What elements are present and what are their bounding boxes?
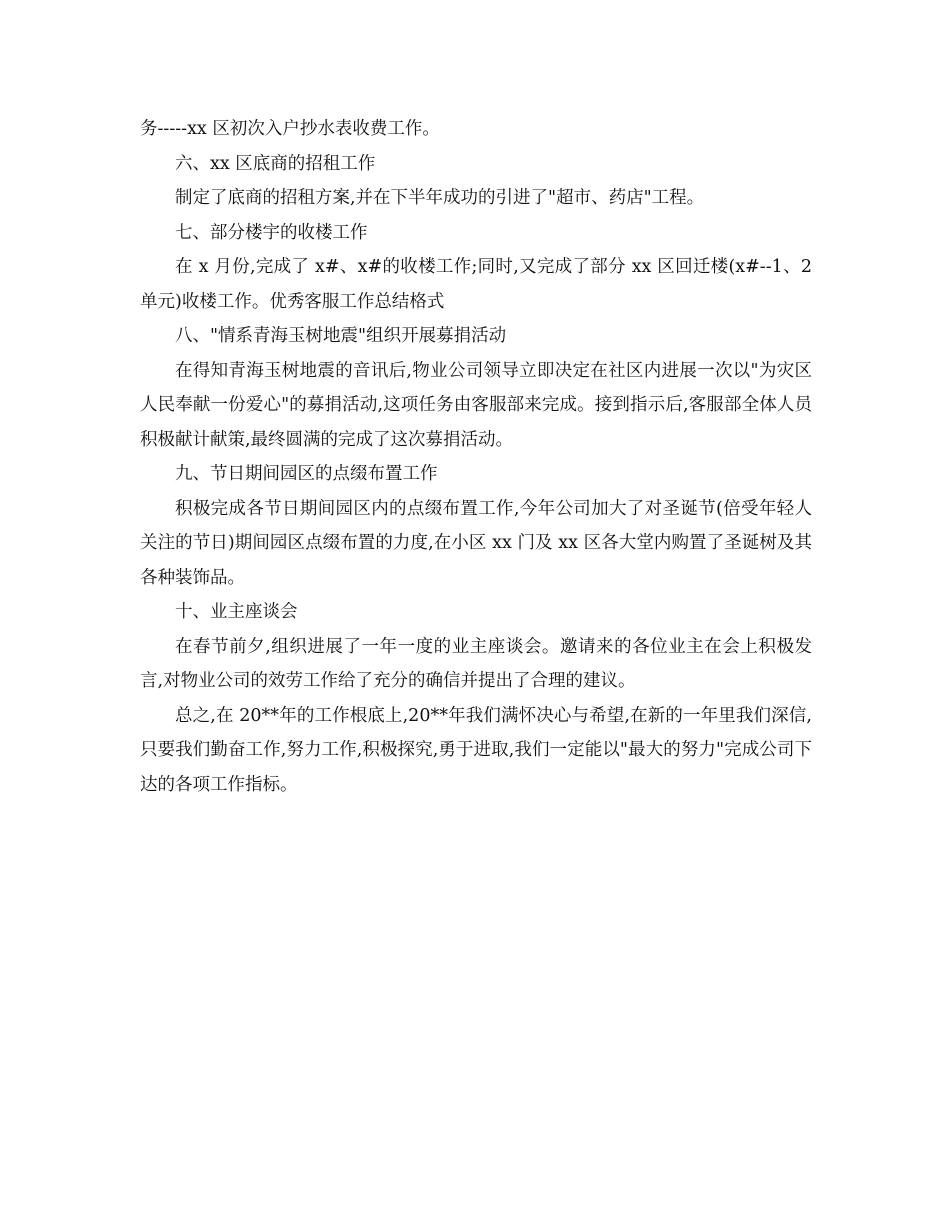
section-heading-9: 九、节日期间园区的点缀布置工作 (175, 464, 438, 484)
paragraph-conclusion: 总之,在 20**年的工作根底上,20**年我们满怀决心与希望,在新的一年里我们深信,只要我们勤奋工作,努力工作,积极探究,勇于进取,我们一定能以"最大的努力"完成公司下达的各项工作指标。 (140, 705, 812, 795)
paragraph-decoration: 积极完成各节日期间园区内的点缀布置工作,今年公司加大了对圣诞节(倍受年轻人关注的节日)期间园区点缀布置的力度,在小区 xx 门及 xx 区各大堂内购置了圣诞树及其各种装饰品。 (140, 498, 812, 588)
paragraph-donation: 在得知青海玉树地震的音讯后,物业公司领导立即决定在社区内进展一次以"为灾区人民奉献一份爱心"的募捐活动,这项任务由客服部来完成。接到指示后,客服部全体人员积极献计献策,最终圆满的完成了这次募捐活动。 (140, 360, 812, 450)
document-body (140, 112, 812, 802)
section-heading-8: 八、"情系青海玉树地震"组织开展募捐活动 (175, 326, 507, 346)
section-heading-10: 十、业主座谈会 (175, 602, 298, 622)
paragraph-leasing: 制定了底商的招租方案,并在下半年成功的引进了"超市、药店"工程。 (175, 188, 705, 208)
paragraph-owners-meeting: 在春节前夕,组织进展了一年一度的业主座谈会。邀请来的各位业主在会上积极发言,对物业公司的效劳工作给了充分的确信并提出了合理的建议。 (140, 636, 812, 691)
paragraph-handover: 在 x 月份,完成了 x#、x#的收楼工作;同时,又完成了部分 xx 区回迁楼(x#--1、2 单元)收楼工作。优秀客服工作总结格式 (140, 257, 812, 312)
section-heading-7: 七、部分楼宇的收楼工作 (175, 222, 368, 243)
section-heading-6: 六、xx 区底商的招租工作 (175, 153, 376, 174)
paragraph-continuation: 务-----xx 区初次入户抄水表收费工作。 (140, 119, 440, 139)
